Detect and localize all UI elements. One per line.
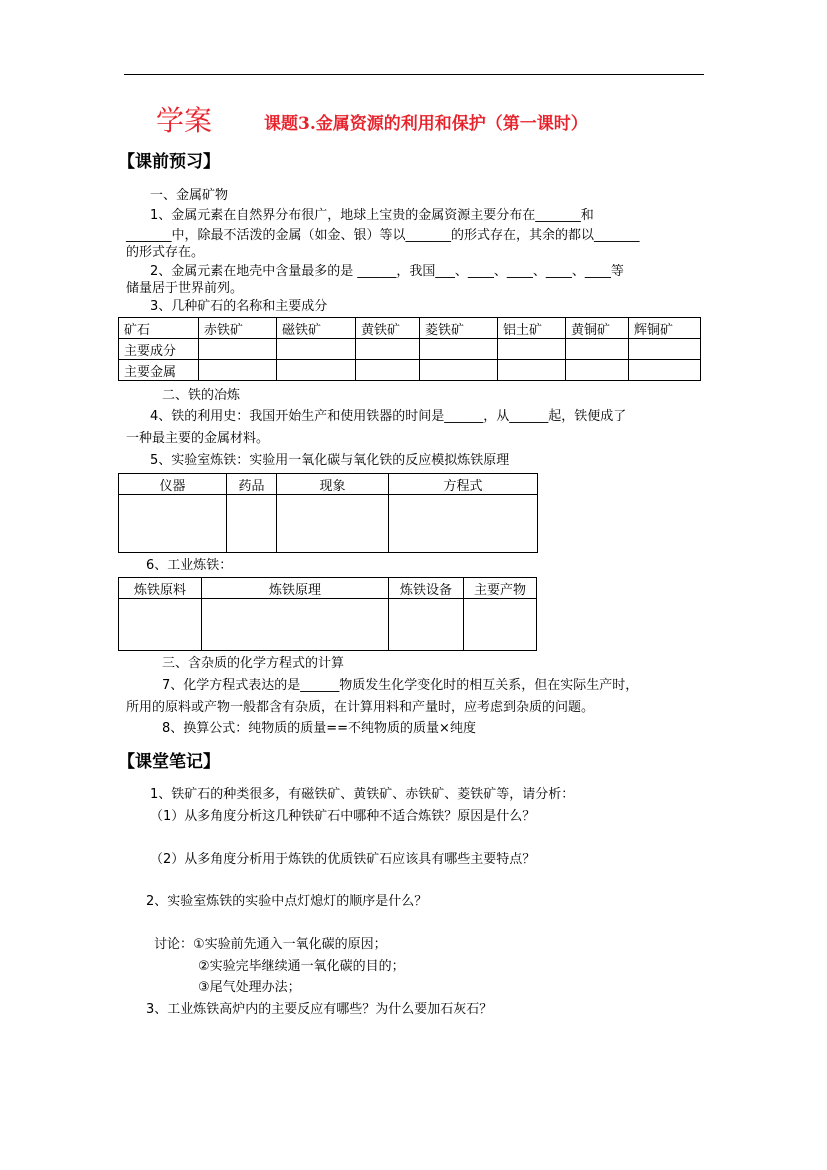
part3-title: 三、含杂质的化学方程式的计算 [162,656,345,671]
note-3: 3、工业炼铁高炉内的主要反应有哪些？为什么要加石灰石？ [146,1002,493,1017]
industrial-header-cell: 炼铁设备 [389,578,464,599]
answer-cell [277,360,356,381]
ore-row-label: 主要金属 [119,360,199,381]
q7-line2: 所用的原料或产物一般都含有杂质，在计算用料和产量时，应考虑到杂质的问题。 [126,700,595,715]
q6-title: 6、工业炼铁： [146,558,233,573]
lab-header-cell: 仪器 [119,474,227,495]
ore-header-cell: 矿石 [119,318,199,339]
part1-title: 一、金属矿物 [150,188,229,203]
note-2: 2、实验室炼铁的实验中点灯熄灯的顺序是什么？ [146,894,428,909]
notes-heading: 【课堂笔记】 [118,752,220,772]
answer-cell [119,495,227,553]
answer-cell [389,599,464,651]
discussion-1: 讨论：①实验前先通入一氧化碳的原因； [154,937,387,952]
answer-cell [356,339,420,360]
q5-title: 5、实验室炼铁：实验用一氧化碳与氧化铁的反应模拟炼铁原理 [150,453,510,468]
answer-cell [356,360,420,381]
ore-header-cell: 铝土矿 [498,318,566,339]
q2-line1: 2、金属元素在地壳中含量最多的是 ______，我国___、____、____、____、____等 [150,264,624,279]
note-1b: （2）从多角度分析用于炼铁的优质铁矿石应该具有哪些主要特点？ [150,852,536,867]
note-1: 1、铁矿石的种类很多，有磁铁矿、黄铁矿、赤铁矿、菱铁矿等，请分析： [150,787,575,802]
discussion-2: ②实验完毕继续通一氧化碳的目的； [198,959,405,974]
answer-cell [420,339,498,360]
industrial-table-row [119,599,537,651]
answer-cell [277,495,389,553]
q2-line2: 储量居于世界前列。 [126,281,244,296]
lab-table-row [119,495,538,553]
discussion-3: ③尾气处理办法； [198,980,301,995]
q1-line3: 的形式存在。 [126,245,205,260]
answer-cell [420,360,498,381]
lab-table [118,473,538,553]
answer-cell [498,360,566,381]
answer-cell [498,339,566,360]
q1-line1: 1、金属元素在自然界分布很广，地球上宝贵的金属资源主要分布在_______和 [150,208,594,223]
industrial-header-cell: 炼铁原理 [202,578,389,599]
answer-cell [566,360,629,381]
note-1a: （1）从多角度分析这几种铁矿石中哪种不适合炼铁？原因是什么？ [150,809,536,824]
answer-cell [389,495,538,553]
ore-row-label: 主要成分 [119,339,199,360]
q3-title: 3、几种矿石的名称和主要成分 [150,299,328,314]
answer-cell [629,360,701,381]
header-rule [124,74,704,75]
ore-table-header-row [119,318,701,339]
ore-table-row [119,360,701,381]
ore-header-cell: 磁铁矿 [277,318,356,339]
ore-header-cell: 赤铁矿 [199,318,277,339]
industrial-table [118,577,537,651]
answer-cell [199,360,277,381]
ore-table [118,317,701,381]
q7-line1: 7、化学方程式表达的是______物质发生化学变化时的相互关系，但在实际生产时， [162,678,639,693]
lab-table-header-row [119,474,538,495]
ore-header-cell: 黄铜矿 [566,318,629,339]
answer-cell [227,495,277,553]
answer-cell [199,339,277,360]
industrial-header-cell: 主要产物 [464,578,537,599]
q1-line2: _______中，除最不活泼的金属（如金、银）等以_______的形式存在，其余的都以_______ [126,228,640,243]
ore-header-cell: 辉铜矿 [629,318,701,339]
q8-formula: 8、换算公式：纯物质的质量==不纯物质的质量×纯度 [162,721,476,736]
lab-header-cell: 现象 [277,474,389,495]
answer-cell [202,599,389,651]
lesson-title: 课题3.金属资源的利用和保护（第一课时） [264,114,588,134]
industrial-table-header-row [119,578,537,599]
part2-title: 二、铁的冶炼 [162,388,241,403]
lab-header-cell: 方程式 [389,474,538,495]
preview-heading: 【课前预习】 [118,152,220,172]
answer-cell [464,599,537,651]
q4-line1: 4、铁的利用史：我国开始生产和使用铁器的时间是______，从______起，铁便成了 [150,409,627,424]
q4-line2: 一种最主要的金属材料。 [126,431,270,446]
answer-cell [566,339,629,360]
answer-cell [629,339,701,360]
doc-label: 学案 [156,104,213,137]
ore-table-row [119,339,701,360]
answer-cell [277,339,356,360]
industrial-header-cell: 炼铁原料 [119,578,202,599]
answer-cell [119,599,202,651]
lab-header-cell: 药品 [227,474,277,495]
ore-header-cell: 黄铁矿 [356,318,420,339]
ore-header-cell: 菱铁矿 [420,318,498,339]
